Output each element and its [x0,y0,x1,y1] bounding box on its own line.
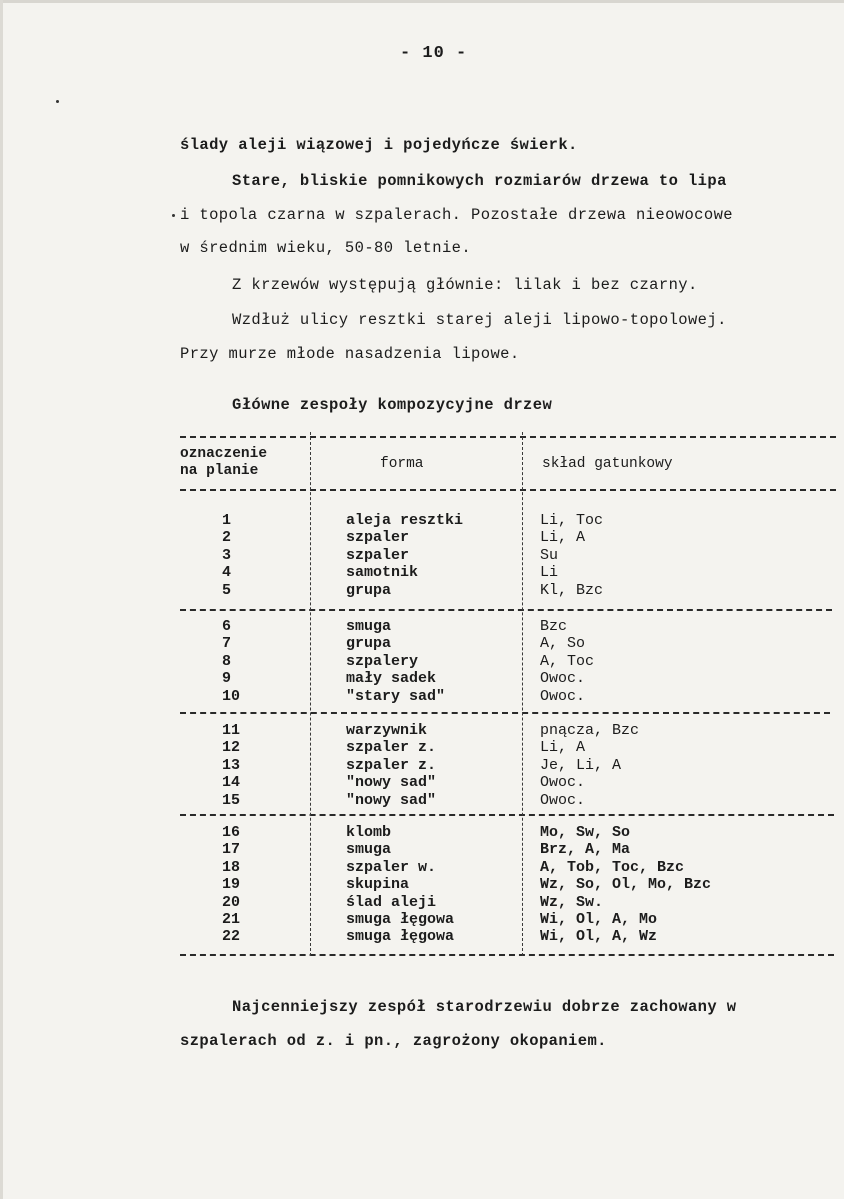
group-4-forms: klomb smuga szpaler w. skupina ślad aleji smuga łęgowa smuga łęgowa [346,824,455,946]
table-rule-group [180,814,834,816]
header-designation: oznaczenie na planie [180,446,268,479]
paragraph-line-4: w średnim wieku, 50-80 letnie. [180,239,472,257]
paragraph-line-5: Z krzewów występują głównie: lilak i bez czarny. [232,276,698,294]
table-caption: Główne zespoły kompozycyjne drzew [232,396,553,414]
table-rule-group [180,609,832,611]
header-species: skład gatunkowy [542,456,673,472]
group-3-forms: warzywnik szpaler z. szpaler z. "nowy sad" "nowy sad" [346,722,437,809]
closing-line-1: Najcenniejszy zespół starodrzewiu dobrze zachowany w [232,998,737,1016]
table-rule-group [180,712,830,714]
species-table [180,436,836,960]
group-1-forms: aleja resztki szpaler szpaler samotnik grupa [346,512,464,599]
header-form: forma [380,456,424,472]
table-column-divider [310,432,311,956]
group-3-numbers: 11 12 13 14 15 [222,722,241,809]
paragraph-line-1: ślady aleji wiązowej i pojedyńcze świerk. [180,136,578,154]
paragraph-line-7: Przy murze młode nasadzenia lipowe. [180,345,520,363]
group-3-species: pnącza, Bzc Li, A Je, Li, A Owoc. Owoc. [540,722,640,809]
paragraph-line-2: Stare, bliskie pomnikowych rozmiarów drzewa to lipa [232,172,727,190]
table-rule-bottom [180,954,834,956]
paragraph-line-6: Wzdłuż ulicy resztki starej aleji lipowo-topolowej. [232,311,727,329]
group-2-forms: smuga grupa szpalery mały sadek "stary sad" [346,618,446,705]
group-1-numbers: 1 2 3 4 5 [222,512,232,599]
paragraph-line-3: i topola czarna w szpalerach. Pozostałe drzewa nieowocowe [180,206,733,224]
page-edge-left [0,0,3,1199]
group-1-species: Li, Toc Li, A Su Li Kl, Bzc [540,512,604,599]
margin-mark [56,100,59,103]
group-2-species: Bzc A, So A, Toc Owoc. Owoc. [540,618,595,705]
group-2-numbers: 6 7 8 9 10 [222,618,241,705]
page-number: - 10 - [400,44,468,63]
group-4-numbers: 16 17 18 19 20 21 22 [222,824,241,946]
table-rule-header [180,489,836,491]
table-column-divider [522,432,523,956]
table-rule-top [180,436,836,438]
group-4-species: Mo, Sw, So Brz, A, Ma A, Tob, Toc, Bzc Wz, So, Ol, Mo, Bzc Wz, Sw. Wi, Ol, A, Mo Wi, Ol, A, Wz [540,824,712,946]
closing-line-2: szpalerach od z. i pn., zagrożony okopaniem. [180,1032,607,1050]
page-edge-top [0,0,844,3]
margin-mark [172,214,175,217]
